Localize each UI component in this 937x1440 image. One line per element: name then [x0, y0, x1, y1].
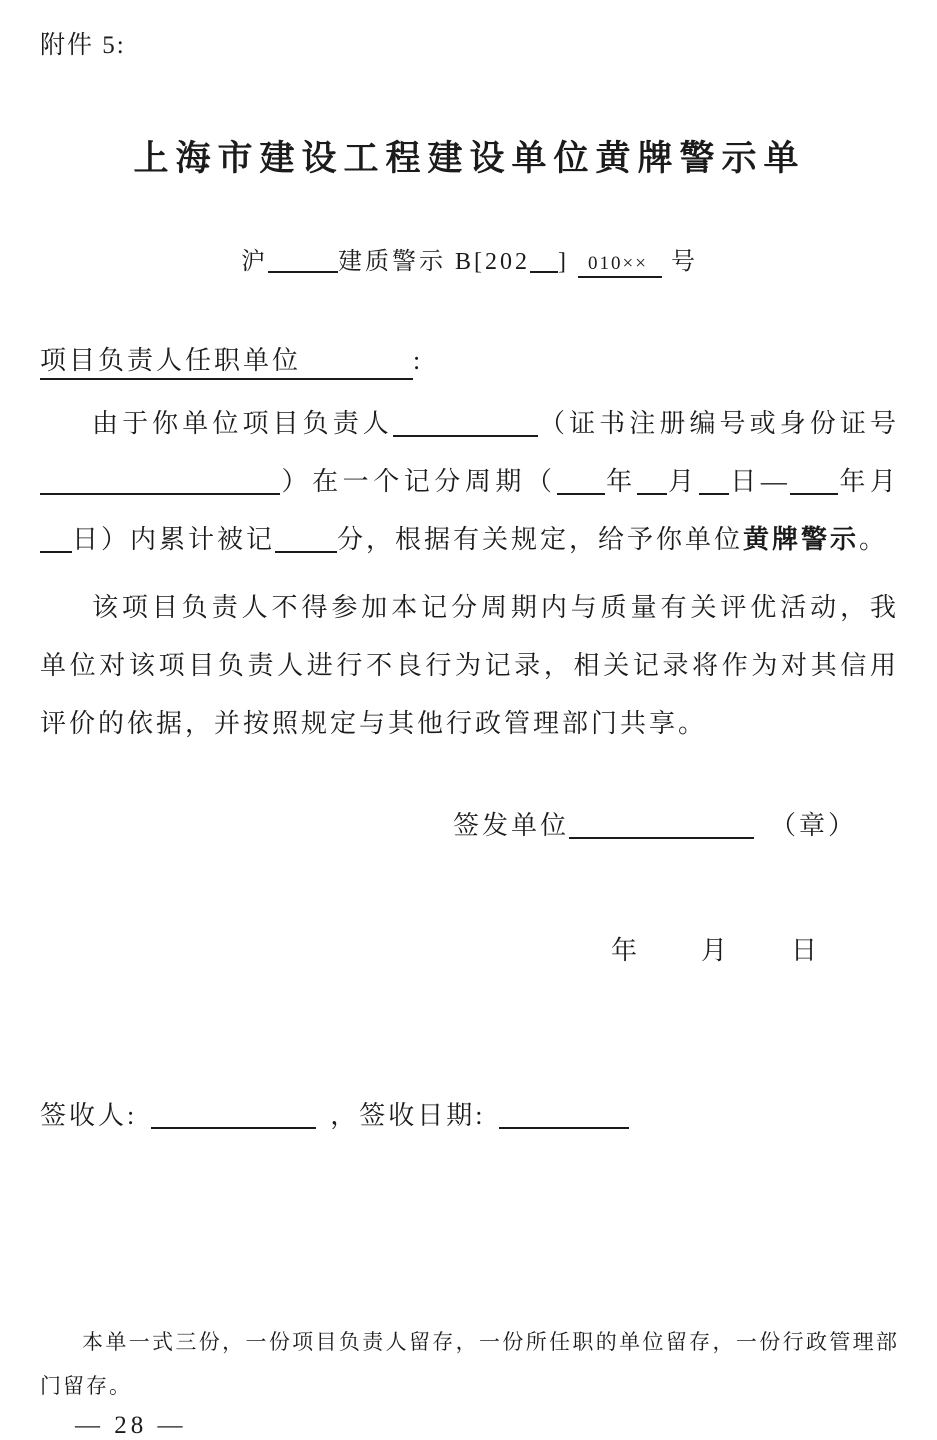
- receipt-signer-label: 签收人:: [40, 1101, 138, 1130]
- doc-number-blank-year: [530, 249, 558, 273]
- blank-receipt-signer: [151, 1103, 316, 1129]
- blank-person-name: [393, 411, 538, 437]
- para1-seg8: 日）内累计被记: [72, 525, 276, 554]
- doc-number-serial: 010××: [578, 253, 662, 278]
- para1-seg6: 日—: [728, 467, 790, 496]
- attachment-label: 附件 5:: [40, 32, 126, 59]
- doc-number-blank-region: [268, 249, 338, 273]
- para1-seg1: 由于你单位项目负责人: [92, 409, 393, 438]
- document-number-line: [40, 241, 899, 276]
- para1-seg2: （证书注册编号或身份证号: [537, 409, 899, 438]
- issue-unit-label: 签发单位: [452, 811, 569, 840]
- para1-seg4: 年: [604, 467, 637, 496]
- blank-issue-unit: [569, 813, 754, 839]
- para1-seg3: ）在一个记分周期（: [280, 467, 557, 496]
- blank-end-year: [790, 469, 838, 495]
- issue-unit-line: [40, 805, 899, 842]
- doc-number-suffix: 号: [670, 249, 698, 275]
- issue-date-line: [40, 900, 899, 997]
- blank-score: [275, 527, 337, 553]
- receipt-date-label: 签收日期:: [359, 1101, 486, 1130]
- doc-number-prefix: 沪: [241, 249, 269, 275]
- salutation-colon: :: [413, 346, 424, 375]
- paragraph-consequence: 该项目负责人不得参加本记分周期内与质量有关评优活动，我单位对该项目负责人进行不良行为记录，相关记录将作为对其信用评价的依据，并按照规定与其他行政管理部门共享。: [40, 593, 899, 738]
- blank-start-day: [699, 469, 729, 495]
- doc-number-bracket-close: ]: [558, 249, 570, 275]
- para1-bold-warning: 黄牌警示: [743, 525, 860, 554]
- salutation-label: 项目负责人任职单位: [40, 346, 302, 375]
- salutation-line: [40, 340, 899, 377]
- date-month-label: 月: [700, 936, 729, 965]
- para1-seg9: 分，根据有关规定，给予你单位: [337, 525, 744, 554]
- distribution-note: 本单一式三份，一份项目负责人留存，一份所任职的单位留存，一份行政管理部门留存。: [40, 1330, 899, 1398]
- date-year-label: 年: [610, 936, 639, 965]
- blank-start-month: [637, 469, 667, 495]
- blank-end-day: [40, 527, 72, 553]
- receipt-line: [40, 1095, 899, 1132]
- page-number: — 28 —: [75, 1412, 187, 1439]
- seal-label: （章）: [769, 811, 857, 840]
- document-title: 上海市建设工程建设单位黄牌警示单: [133, 139, 806, 178]
- para1-seg10: 。: [859, 525, 889, 554]
- paragraph-warning: [40, 395, 899, 569]
- receipt-comma: ，: [330, 1101, 360, 1130]
- doc-number-mid: 建质警示 B[202: [338, 249, 531, 275]
- blank-receipt-date: [499, 1103, 629, 1129]
- salutation-underlined: [40, 346, 413, 380]
- date-day-label: 日: [790, 936, 819, 965]
- para1-seg7: 年月: [837, 467, 899, 496]
- blank-start-year: [557, 469, 605, 495]
- para1-seg5: 月: [666, 467, 699, 496]
- blank-id-number: [40, 469, 280, 495]
